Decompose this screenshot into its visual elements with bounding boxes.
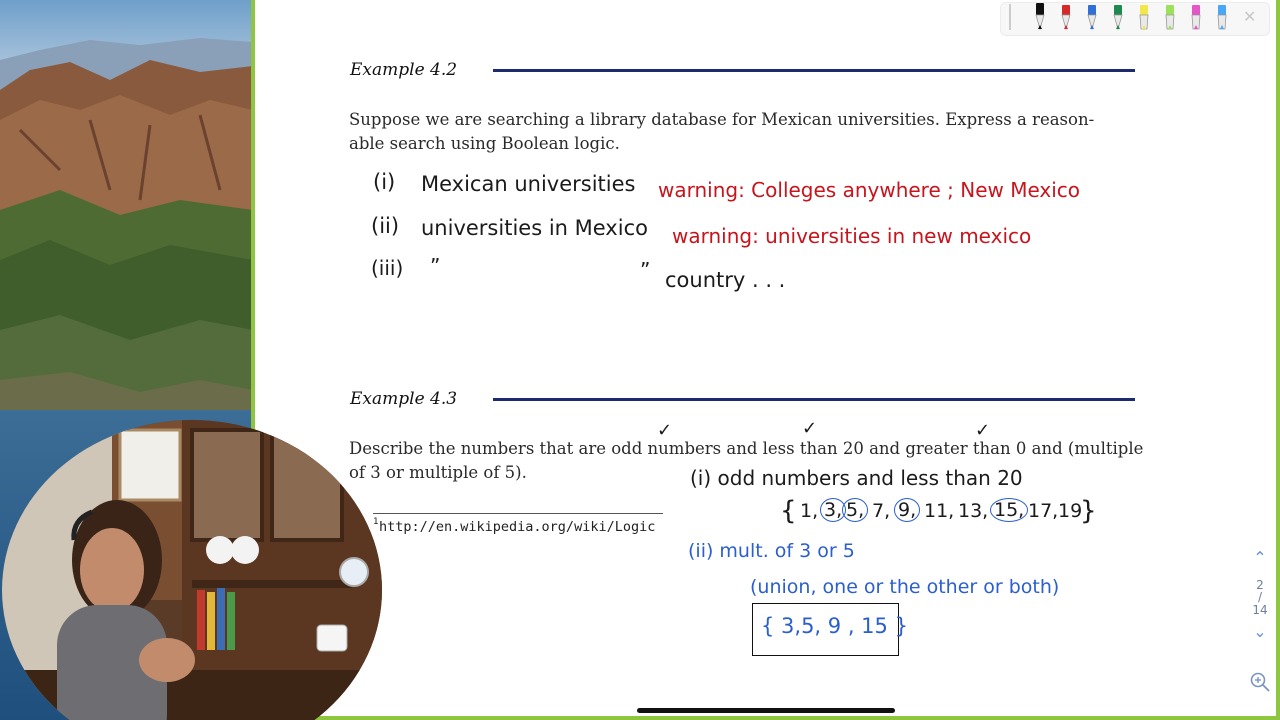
set-item: 17, <box>1028 500 1059 522</box>
checkmark-3: ✓ <box>975 420 991 441</box>
answer-box <box>752 603 908 656</box>
annot-4-3-ii-text: (ii) mult. of 3 or 5 <box>688 540 855 562</box>
toolbar-divider <box>1009 4 1021 30</box>
annot-4-2-ii-label: (ii) <box>371 214 400 238</box>
page-down-icon[interactable]: ⌄ <box>1253 622 1267 641</box>
annot-4-2-ii-warning: warning: universities in new mexico <box>672 224 1032 248</box>
checkmark-2: ✓ <box>802 418 818 439</box>
annot-4-3-i-text: (i) odd numbers and less than 20 <box>690 466 1023 490</box>
annot-4-2-iii-ditto-1: ” <box>430 254 441 278</box>
answer-set: { 3,5, 9 , 15 } <box>761 614 908 638</box>
annot-4-2-iii-ditto-2: ” <box>640 258 651 282</box>
close-icon[interactable]: ✕ <box>1243 9 1257 26</box>
annot-4-2-iii-label: (iii) <box>371 256 404 280</box>
home-indicator[interactable] <box>637 708 895 713</box>
set-item-circled: 5, <box>842 498 868 522</box>
set-item-circled: 9, <box>894 498 920 522</box>
example-4-3-rule <box>493 398 1135 401</box>
set-open-brace: { <box>780 496 797 526</box>
footnote-mark: 1 <box>373 517 379 527</box>
set-item: 19 <box>1058 500 1083 522</box>
annot-4-2-ii-text: universities in Mexico <box>421 216 648 240</box>
pen-red-icon[interactable] <box>1053 1 1079 31</box>
pen-toolbar <box>1000 2 1270 36</box>
example-4-2-title: Example 4.2 <box>350 60 458 80</box>
total-pages: 14 <box>1252 603 1268 617</box>
set-item: 7, <box>872 500 891 522</box>
set-item-circled: 3, <box>820 498 846 522</box>
odd-numbers-set <box>780 496 1100 536</box>
zoom-icon[interactable] <box>1248 670 1272 694</box>
annot-4-2-i-label: (i) <box>373 170 396 194</box>
set-item: 11, <box>924 500 955 522</box>
example-4-2-line-2: able search using Boolean logic. <box>349 134 620 153</box>
set-item-circled: 15, <box>990 498 1028 522</box>
example-4-3-line-1: Describe the numbers that are odd numbers and less than 20 and greater than 0 and (multiple <box>349 439 1144 458</box>
pen-list <box>1027 1 1235 31</box>
pen-black-icon[interactable] <box>1027 1 1053 31</box>
page-separator: / <box>1257 590 1263 604</box>
current-page: 2 <box>1256 578 1264 592</box>
pen-green-icon[interactable] <box>1105 1 1131 31</box>
example-4-3-title: Example 4.3 <box>350 389 458 409</box>
annot-4-3-union-note: (union, one or the other or both) <box>750 576 1060 598</box>
page-up-icon[interactable]: ⌃ <box>1253 548 1267 567</box>
highlighter-yellow-icon[interactable] <box>1131 1 1157 31</box>
annot-4-2-iii-text: country . . . <box>665 268 786 292</box>
annot-4-2-i-warning: warning: Colleges anywhere ; New Mexico <box>658 178 1081 202</box>
example-4-3-line-2: of 3 or multiple of 5). <box>349 463 527 482</box>
pen-blue-icon[interactable] <box>1079 1 1105 31</box>
footnote-link[interactable]: http://en.wikipedia.org/wiki/Logic <box>379 519 656 535</box>
set-close-brace: } <box>1080 496 1097 526</box>
example-4-2-line-1: Suppose we are searching a library database for Mexican universities. Express a reason- <box>349 110 1095 129</box>
footnote-rule <box>373 513 663 514</box>
highlighter-pink-icon[interactable] <box>1183 1 1209 31</box>
checkmark-1: ✓ <box>657 420 673 441</box>
highlighter-blue-icon[interactable] <box>1209 1 1235 31</box>
set-item: 13, <box>958 500 989 522</box>
annot-4-2-i-text: Mexican universities <box>421 172 636 196</box>
set-item: 1, <box>800 500 819 522</box>
highlighter-green-icon[interactable] <box>1157 1 1183 31</box>
example-4-2-rule <box>493 69 1135 72</box>
